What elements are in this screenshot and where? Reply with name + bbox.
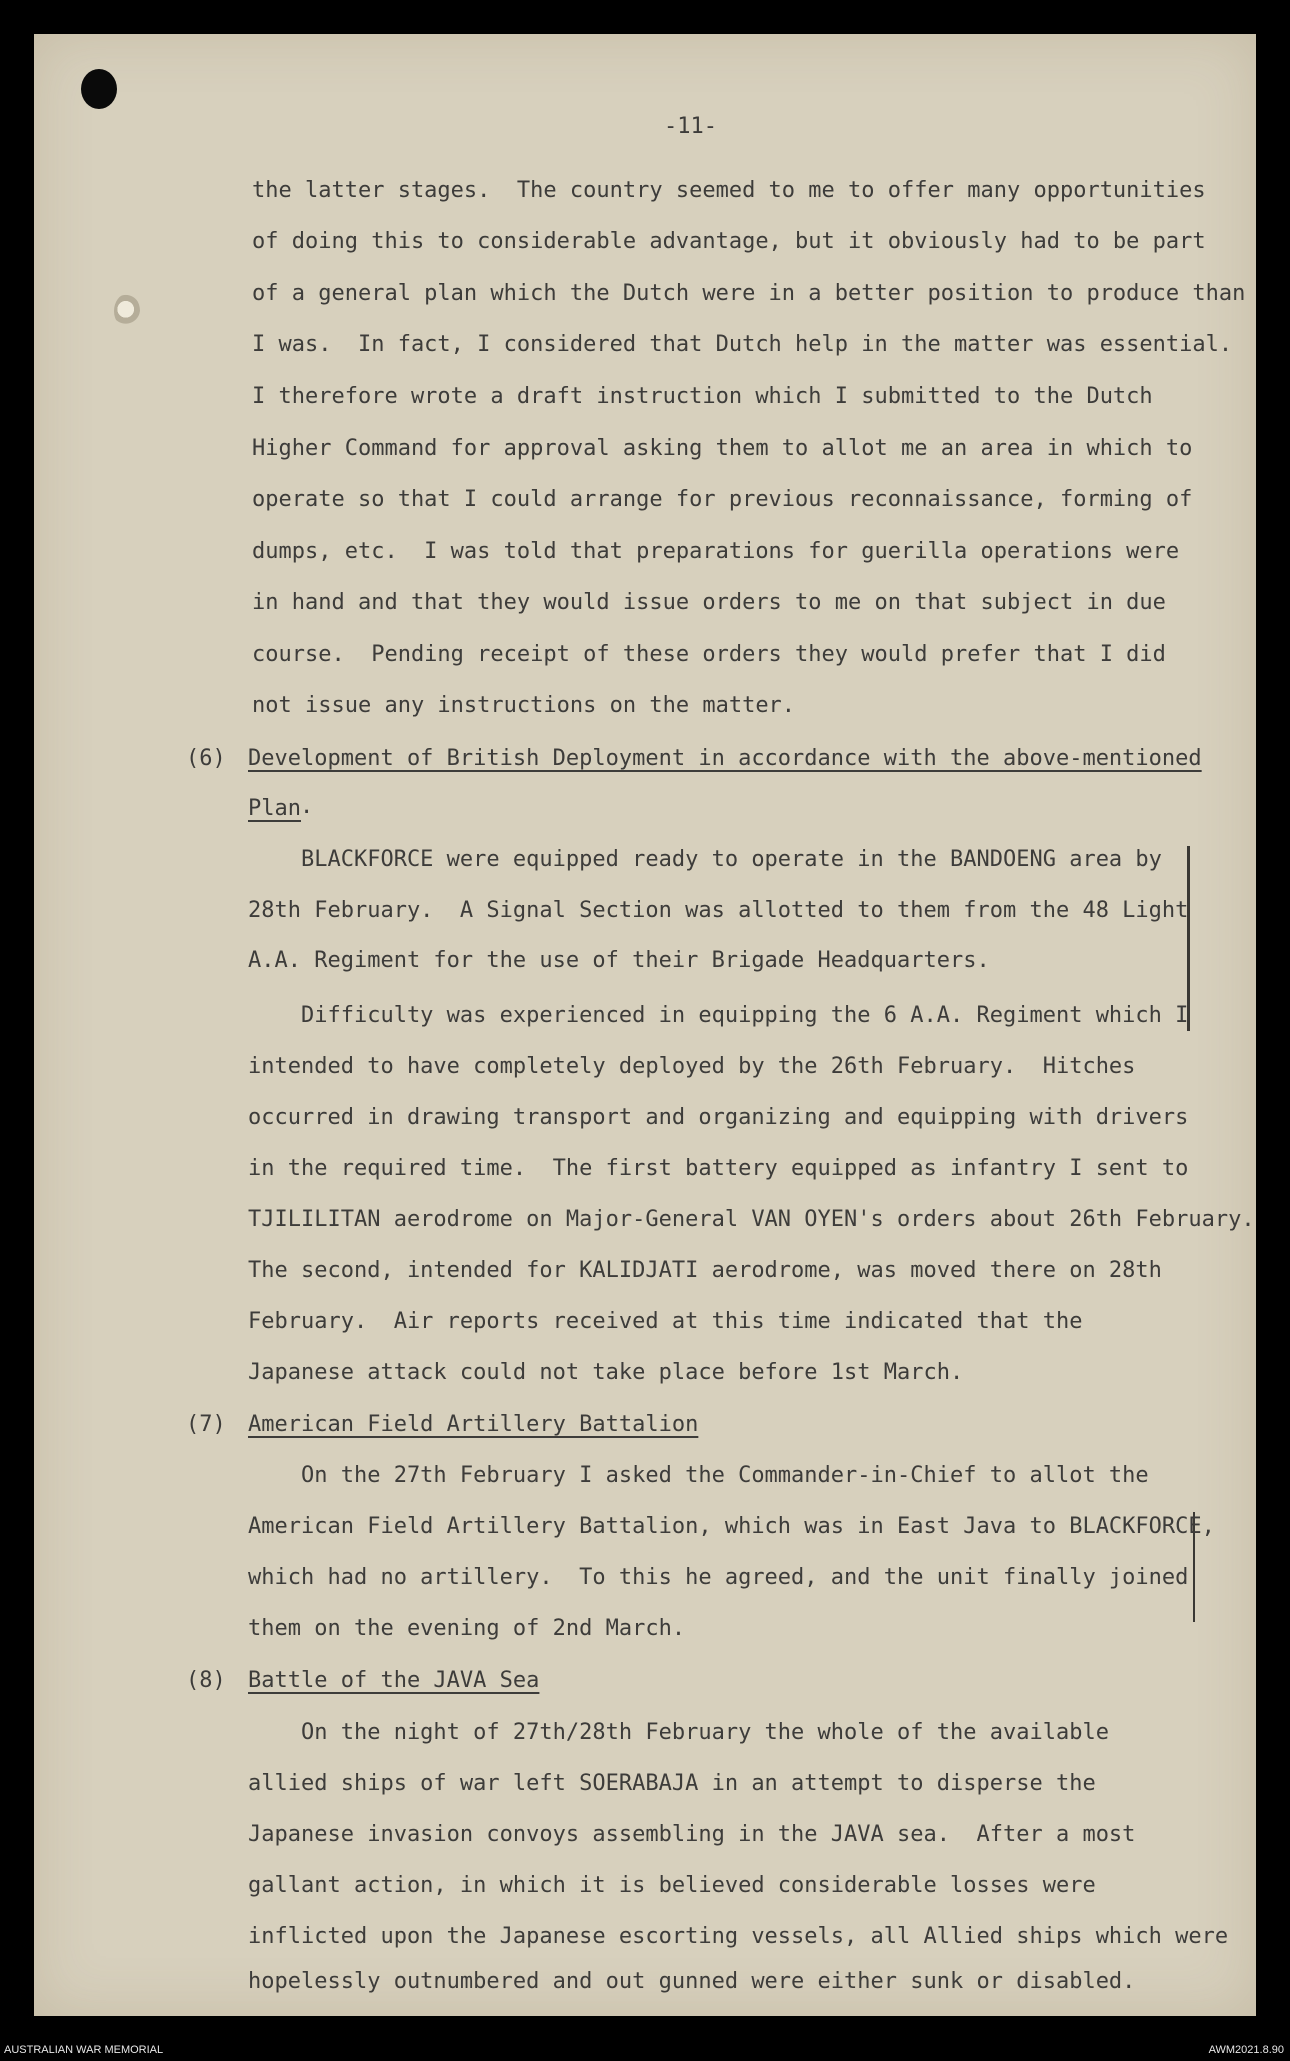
text-line: I therefore wrote a draft instruction which I submitted to the Dutch	[252, 384, 1153, 409]
text-line: Difficulty was experienced in equipping the 6 A.A. Regiment which I	[248, 1003, 1189, 1028]
text-line: gallant action, in which it is believed considerable losses were	[248, 1873, 1096, 1898]
text-line: TJILILITAN aerodrome on Major-General VAN OYEN's orders about 26th February.	[248, 1207, 1255, 1232]
footer-archive-name: AUSTRALIAN WAR MEMORIAL	[4, 2044, 164, 2056]
text-line: course. Pending receipt of these orders they would prefer that I did	[252, 642, 1166, 667]
text-line: operate so that I could arrange for previous reconnaissance, forming of	[252, 487, 1193, 512]
text-line: The second, intended for KALIDJATI aerodrome, was moved there on 28th	[248, 1258, 1162, 1283]
text-line: of a general plan which the Dutch were in a better position to produce than	[252, 281, 1246, 306]
text-line: BLACKFORCE were equipped ready to operate in the BANDOENG area by	[248, 847, 1162, 872]
footer-reference-id: AWM2021.8.90	[1208, 2044, 1284, 2056]
section-heading: American Field Artillery Battalion	[248, 1412, 699, 1437]
text-line: of doing this to considerable advantage, but it obviously had to be part	[252, 229, 1206, 254]
text-line: which had no artillery. To this he agreed, and the unit finally joined	[248, 1565, 1189, 1590]
punch-hole	[81, 69, 117, 109]
text-line: On the 27th February I asked the Commander-in-Chief to allot the	[248, 1463, 1149, 1488]
section-heading: Development of British Deployment in accordance with the above-mentioned	[248, 746, 1202, 771]
text-line: 28th February. A Signal Section was allotted to them from the 48 Light	[248, 898, 1189, 923]
text-line: the latter stages. The country seemed to me to offer many opportunities	[252, 178, 1206, 203]
section-number: (7)	[186, 1412, 226, 1437]
text-line: not issue any instructions on the matter.	[252, 693, 796, 718]
text-line: hopelessly outnumbered and out gunned were either sunk or disabled.	[248, 1969, 1136, 1994]
text-line: American Field Artillery Battalion, which was in East Java to BLACKFORCE,	[248, 1514, 1215, 1539]
section-number: (8)	[186, 1668, 226, 1693]
text-line: A.A. Regiment for the use of their Brigade Headquarters.	[248, 948, 990, 973]
page-number: -11-	[664, 114, 717, 139]
text-line: in the required time. The first battery equipped as infantry I sent to	[248, 1156, 1189, 1181]
section-number: (6)	[186, 746, 226, 771]
heading-period: .	[300, 794, 314, 819]
document-page	[34, 34, 1256, 2016]
staple-mark	[114, 294, 140, 328]
text-line: dumps, etc. I was told that preparations for guerilla operations were	[252, 539, 1180, 564]
text-line: I was. In fact, I considered that Dutch help in the matter was essential.	[252, 332, 1233, 357]
text-line: February. Air reports received at this time indicated that the	[248, 1309, 1083, 1334]
text-line: allied ships of war left SOERABAJA in an attempt to disperse the	[248, 1771, 1096, 1796]
section-heading: Battle of the JAVA Sea	[248, 1668, 540, 1693]
section-heading: Plan	[248, 796, 301, 821]
text-line: Higher Command for approval asking them to allot me an area in which to	[252, 436, 1193, 461]
text-line: occurred in drawing transport and organizing and equipping with drivers	[248, 1105, 1189, 1130]
text-line: On the night of 27th/28th February the whole of the available	[248, 1720, 1109, 1745]
text-line: in hand and that they would issue orders to me on that subject in due	[252, 590, 1166, 615]
text-line: intended to have completely deployed by the 26th February. Hitches	[248, 1054, 1136, 1079]
text-line: them on the evening of 2nd March.	[248, 1616, 686, 1641]
text-line: inflicted upon the Japanese escorting vessels, all Allied ships which were	[248, 1924, 1229, 1949]
text-line: Japanese attack could not take place before 1st March.	[248, 1360, 964, 1385]
text-line: Japanese invasion convoys assembling in the JAVA sea. After a most	[248, 1822, 1136, 1847]
